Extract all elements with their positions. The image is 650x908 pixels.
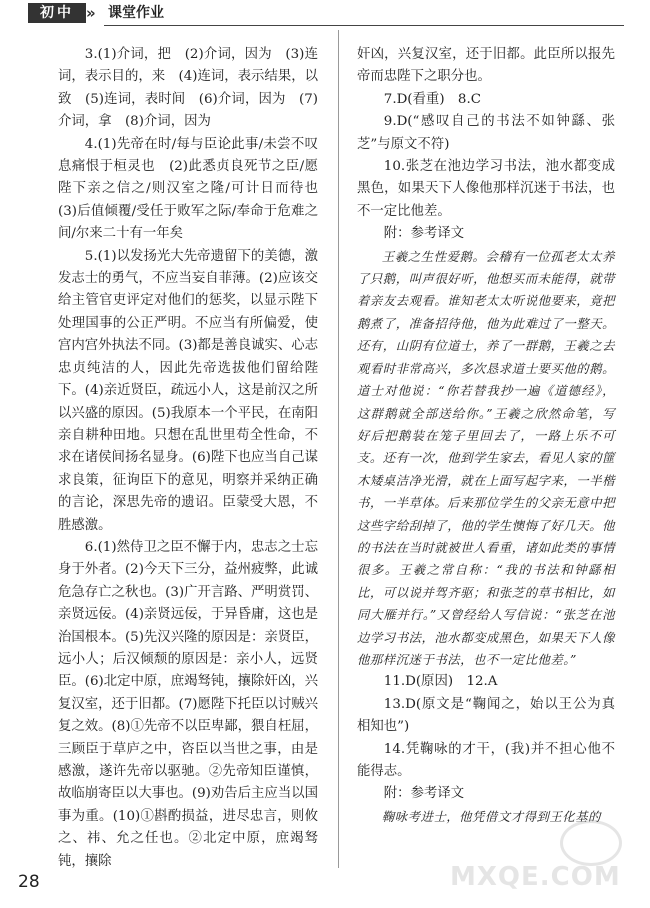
page-number: 28 [18,872,40,892]
column-divider [338,30,339,868]
translation-text-2: 鞠咏考进士，他凭借文才得到王化基的 [381,808,601,824]
header-rule [104,25,624,26]
answer-14: 14.凭鞠咏的才干，(我)并不担心他不能得志。 [357,741,615,779]
header-title: 课堂作业 [108,5,164,21]
answer-6: 6.(1)然侍卫之臣不懈于内，忠志之士忘身于外者。(2)今天下三分，益州疲弊，此诚危急存亡之秋也。(3)广开言路、严明赏罚、亲贤远佞。(4)亲贤远佞，于异昏庸，这也是治国根本。(5)先汉兴隆的原因是：亲贤臣，远小人；后汉倾颓的原因是：亲小人，远贤臣。(6)北定中原，庶竭驽钝，攘除奸凶，兴复汉室，还于旧都。(7)愿陛下托臣以讨贼兴复之效。(8)①先帝不以臣卑鄙，猥自枉屈，三顾臣于草庐之中，咨臣以当世之事，由是感激，遂许先帝以驱驰。②先帝知臣谨慎，故临崩寄臣以大事也。(9)劝告后主应当以国事为重。(10)①斟酌损益，进尽忠言，则攸之、祎、允之任也。②北定中原，庶竭驽钝，攘除 [58,539,318,869]
grade-tab: 初中 [28,3,86,23]
translation-text-1: 王羲之生性爱鹅。会稽有一位孤老太太养了只鹅，叫声很好听，他想买而未能得，就带着亲友去观看。谁知老太太听说他要来，竟把鹅煮了，准备招待他，他为此难过了一整天。还有，山阴有位道士，养了一群鹅，王羲之去观看时非常高兴，多次恳求道士要买他的鹅。道士对他说：“你若替我抄一遍《道德经》，这群鹅就全部送给你。”王羲之欣然命笔，写好后把鹅装在笼子里回去了，一路上乐不可支。还有一次，他到学生家去，看见人家的篚木矮桌洁净光滑，就在上面写起字来，一半楷书，一半草体。后来那位学生的父亲无意中把这些字给刮掉了，他的学生懊悔了好几天。他的书法在当时就被世人看重，诸如此类的事情很多。王羲之常自称：“我的书法和钟繇相比，可以说并驾齐驱；和张芝的草书相比，如同大雁并行。”又曾经给人写信说：“张芝在池边学习书法，池水都变成黑色，如果天下人像他那样沉迷于书法，也不一定比他差。” [357,248,615,667]
answer-4: 4.(1)先帝在时/每与臣论此事/未尝不叹息痛恨于桓灵也 (2)此悉贞良死节之臣/愿陛下亲之信之/则汉室之隆/可计日而待也 (3)后值倾覆/受任于败军之际/奉命于危难之间/尔来二十有一年矣 [58,136,332,242]
page-header [0,0,650,26]
answer-7-8: 7.D(看重) 8.C [383,91,481,107]
answer-5: 5.(1)以发扬光大先帝遗留下的美德，激发志士的勇气，不应当妄自菲薄。(2)应该交给主管官吏评定对他们的惩奖，以显示陛下处理国事的公正严明。不应当有所偏爱，使宫内宫外执法不同。(3)都是善良诚实、心志忠贞纯洁的人，因此先帝选拔他们留给陛下。(4)亲近贤臣，疏远小人，这是前汉之所以兴盛的原因。(5)我原本一个平民，在南阳亲自耕种田地。只想在乱世里苟全性命，不求在诸侯间扬名显身。(6)陛下也应当自己谋求良策，征询臣下的意见，明察并采纳正确的言论，深思先帝的遗诏。臣蒙受大恩，不胜感激。 [58,248,318,533]
answer-3: 3.(1)介词，把 (2)介词，因为 (3)连词，表示目的，来 (4)连词，表示结果，以致 (5)连词，表时间 (6)介词，因为 (7)介词，拿 (8)介词，因为 [58,47,318,130]
watermark-logo-icon [560,820,622,866]
right-column [357,44,615,828]
answer-9: 9.D(“感叹自己的书法不如钟繇、张芝”与原文不符) [357,114,615,152]
watermark [440,820,640,904]
answer-10: 10.张芝在池边学习书法，池水都变成黑色，如果天下人像他那样沉迷于书法，也不一定比他差。 [357,159,615,219]
left-column [58,44,332,873]
answer-11-12: 11.D(原因) 12.A [383,674,498,690]
translation-block-1 [357,246,615,672]
appendix-heading-1: 附：参考译文 [383,226,465,242]
answer-13: 13.D(原文是“鞠闻之，始以王公为真相知也”) [357,696,615,735]
answer-6-continued: 奸凶，兴复汉室，还于旧都。此臣所以报先帝而忠陛下之职分也。 [357,47,615,85]
chevron-right-icon: » [86,4,96,22]
watermark-text: MXQE.COM [450,862,621,892]
appendix-heading-2: 附：参考译文 [383,786,465,802]
